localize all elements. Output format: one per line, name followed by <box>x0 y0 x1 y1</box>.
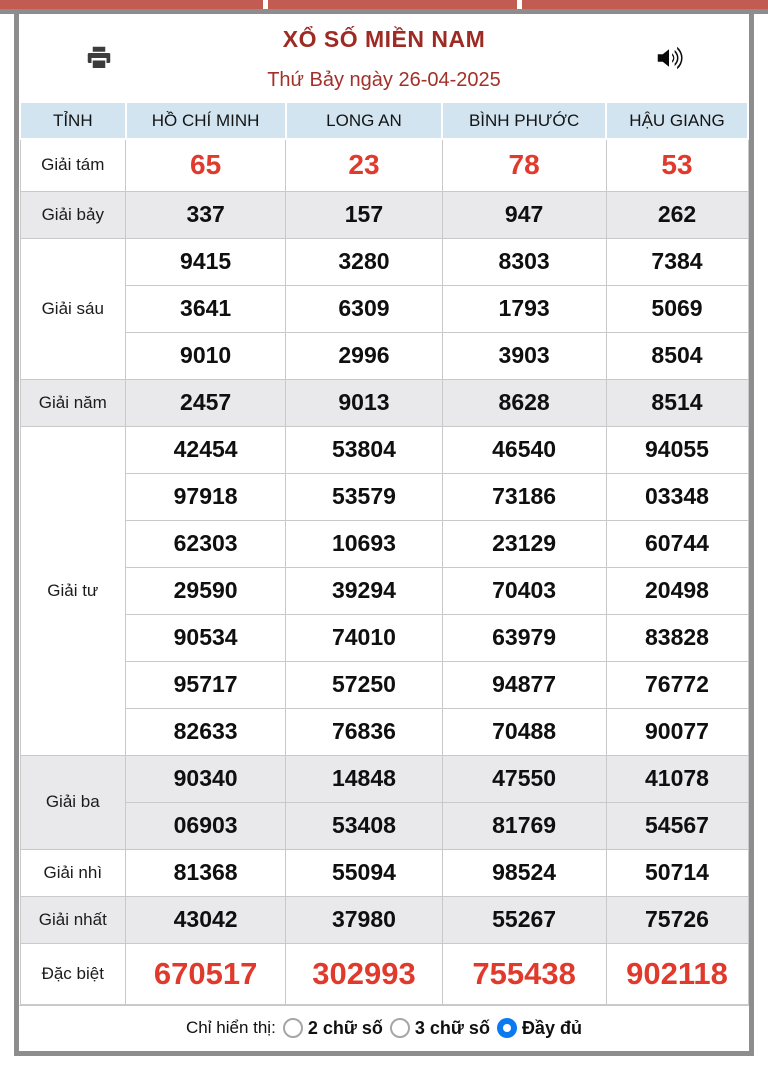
lottery-results-panel <box>14 14 754 1056</box>
display-option-label[interactable]: 2 chữ số <box>307 1017 383 1038</box>
results-header <box>19 14 749 101</box>
result-number: 8504 <box>606 332 748 379</box>
display-filter-bar <box>19 1005 749 1051</box>
result-number: 3903 <box>442 332 606 379</box>
result-number: 43042 <box>126 896 286 943</box>
result-number: 70403 <box>442 567 606 614</box>
result-number: 90340 <box>126 755 286 802</box>
result-number: 947 <box>442 191 606 238</box>
result-number: 755438 <box>442 943 606 1004</box>
sound-button[interactable] <box>651 41 687 77</box>
result-number: 57250 <box>286 661 443 708</box>
result-number: 83828 <box>606 614 748 661</box>
result-number: 3641 <box>126 285 286 332</box>
result-number: 76836 <box>286 708 443 755</box>
prize-row <box>20 567 748 614</box>
prize-row <box>20 191 748 238</box>
result-number: 70488 <box>442 708 606 755</box>
result-number: 65 <box>126 139 286 191</box>
prize-row <box>20 755 748 802</box>
result-number: 2457 <box>126 379 286 426</box>
results-table-body <box>20 139 748 1004</box>
result-number: 47550 <box>442 755 606 802</box>
column-header: HẬU GIANG <box>606 102 748 139</box>
result-number: 63979 <box>442 614 606 661</box>
top-tab-segment[interactable] <box>268 0 517 9</box>
prize-row <box>20 614 748 661</box>
result-number: 74010 <box>286 614 443 661</box>
result-number: 302993 <box>286 943 443 1004</box>
prize-row <box>20 802 748 849</box>
results-table <box>19 101 749 1005</box>
column-header: TỈNH <box>20 102 126 139</box>
result-number: 1793 <box>442 285 606 332</box>
result-number: 06903 <box>126 802 286 849</box>
result-number: 98524 <box>442 849 606 896</box>
result-number: 337 <box>126 191 286 238</box>
column-header: BÌNH PHƯỚC <box>442 102 606 139</box>
column-header-row <box>20 102 748 139</box>
result-number: 81769 <box>442 802 606 849</box>
prize-row <box>20 849 748 896</box>
result-number: 53408 <box>286 802 443 849</box>
prize-row <box>20 379 748 426</box>
speaker-icon <box>654 43 684 76</box>
radio-checked-icon[interactable] <box>497 1018 517 1038</box>
result-number: 82633 <box>126 708 286 755</box>
prize-row <box>20 139 748 191</box>
prize-row <box>20 473 748 520</box>
result-number: 23129 <box>442 520 606 567</box>
result-number: 76772 <box>606 661 748 708</box>
display-option-label[interactable]: 3 chữ số <box>414 1017 490 1038</box>
result-number: 75726 <box>606 896 748 943</box>
display-option[interactable] <box>390 1018 490 1039</box>
result-number: 6309 <box>286 285 443 332</box>
prize-row <box>20 238 748 285</box>
result-number: 46540 <box>442 426 606 473</box>
display-option-label[interactable]: Đầy đủ <box>521 1017 582 1038</box>
result-number: 902118 <box>606 943 748 1004</box>
prize-row <box>20 332 748 379</box>
result-number: 262 <box>606 191 748 238</box>
prize-label: Giải bảy <box>20 191 126 238</box>
top-tab-segment[interactable] <box>522 0 768 9</box>
result-number: 9013 <box>286 379 443 426</box>
result-number: 62303 <box>126 520 286 567</box>
prize-row <box>20 661 748 708</box>
column-header: LONG AN <box>286 102 443 139</box>
prize-label: Giải ba <box>20 755 126 849</box>
prize-row <box>20 285 748 332</box>
top-tab-segment[interactable] <box>0 0 263 9</box>
result-number: 39294 <box>286 567 443 614</box>
result-number: 55267 <box>442 896 606 943</box>
result-number: 03348 <box>606 473 748 520</box>
prize-row <box>20 896 748 943</box>
prize-row <box>20 520 748 567</box>
print-button[interactable] <box>81 41 117 77</box>
result-number: 53579 <box>286 473 443 520</box>
result-number: 94055 <box>606 426 748 473</box>
result-number: 50714 <box>606 849 748 896</box>
prize-label: Giải sáu <box>20 238 126 379</box>
result-number: 29590 <box>126 567 286 614</box>
prize-row <box>20 943 748 1004</box>
result-number: 157 <box>286 191 443 238</box>
draw-date: Thứ Bảy ngày 26-04-2025 <box>267 69 501 91</box>
result-number: 54567 <box>606 802 748 849</box>
display-option[interactable] <box>497 1018 582 1039</box>
page-title: XỔ SỐ MIỀN NAM <box>282 26 486 52</box>
result-number: 37980 <box>286 896 443 943</box>
result-number: 10693 <box>286 520 443 567</box>
result-number: 97918 <box>126 473 286 520</box>
result-number: 2996 <box>286 332 443 379</box>
prize-label: Giải nhất <box>20 896 126 943</box>
prize-label: Đặc biệt <box>20 943 126 1004</box>
prize-label: Giải tám <box>20 139 126 191</box>
display-option[interactable] <box>283 1018 383 1039</box>
printer-icon <box>84 43 114 76</box>
result-number: 8514 <box>606 379 748 426</box>
result-number: 9010 <box>126 332 286 379</box>
result-number: 55094 <box>286 849 443 896</box>
top-tab-strip <box>0 0 768 9</box>
filter-label: Chỉ hiển thị: <box>186 1018 276 1037</box>
result-number: 9415 <box>126 238 286 285</box>
result-number: 42454 <box>126 426 286 473</box>
column-header: HỒ CHÍ MINH <box>126 102 286 139</box>
result-number: 5069 <box>606 285 748 332</box>
result-number: 53 <box>606 139 748 191</box>
radio-unchecked-icon[interactable] <box>283 1018 303 1038</box>
result-number: 20498 <box>606 567 748 614</box>
result-number: 8303 <box>442 238 606 285</box>
prize-row <box>20 426 748 473</box>
result-number: 7384 <box>606 238 748 285</box>
prize-label: Giải nhì <box>20 849 126 896</box>
prize-row <box>20 708 748 755</box>
result-number: 41078 <box>606 755 748 802</box>
result-number: 3280 <box>286 238 443 285</box>
result-number: 670517 <box>126 943 286 1004</box>
result-number: 14848 <box>286 755 443 802</box>
result-number: 73186 <box>442 473 606 520</box>
result-number: 53804 <box>286 426 443 473</box>
result-number: 8628 <box>442 379 606 426</box>
prize-label: Giải tư <box>20 426 126 755</box>
result-number: 81368 <box>126 849 286 896</box>
result-number: 23 <box>286 139 443 191</box>
prize-label: Giải năm <box>20 379 126 426</box>
result-number: 94877 <box>442 661 606 708</box>
result-number: 90534 <box>126 614 286 661</box>
radio-unchecked-icon[interactable] <box>390 1018 410 1038</box>
result-number: 95717 <box>126 661 286 708</box>
result-number: 90077 <box>606 708 748 755</box>
result-number: 60744 <box>606 520 748 567</box>
result-number: 78 <box>442 139 606 191</box>
